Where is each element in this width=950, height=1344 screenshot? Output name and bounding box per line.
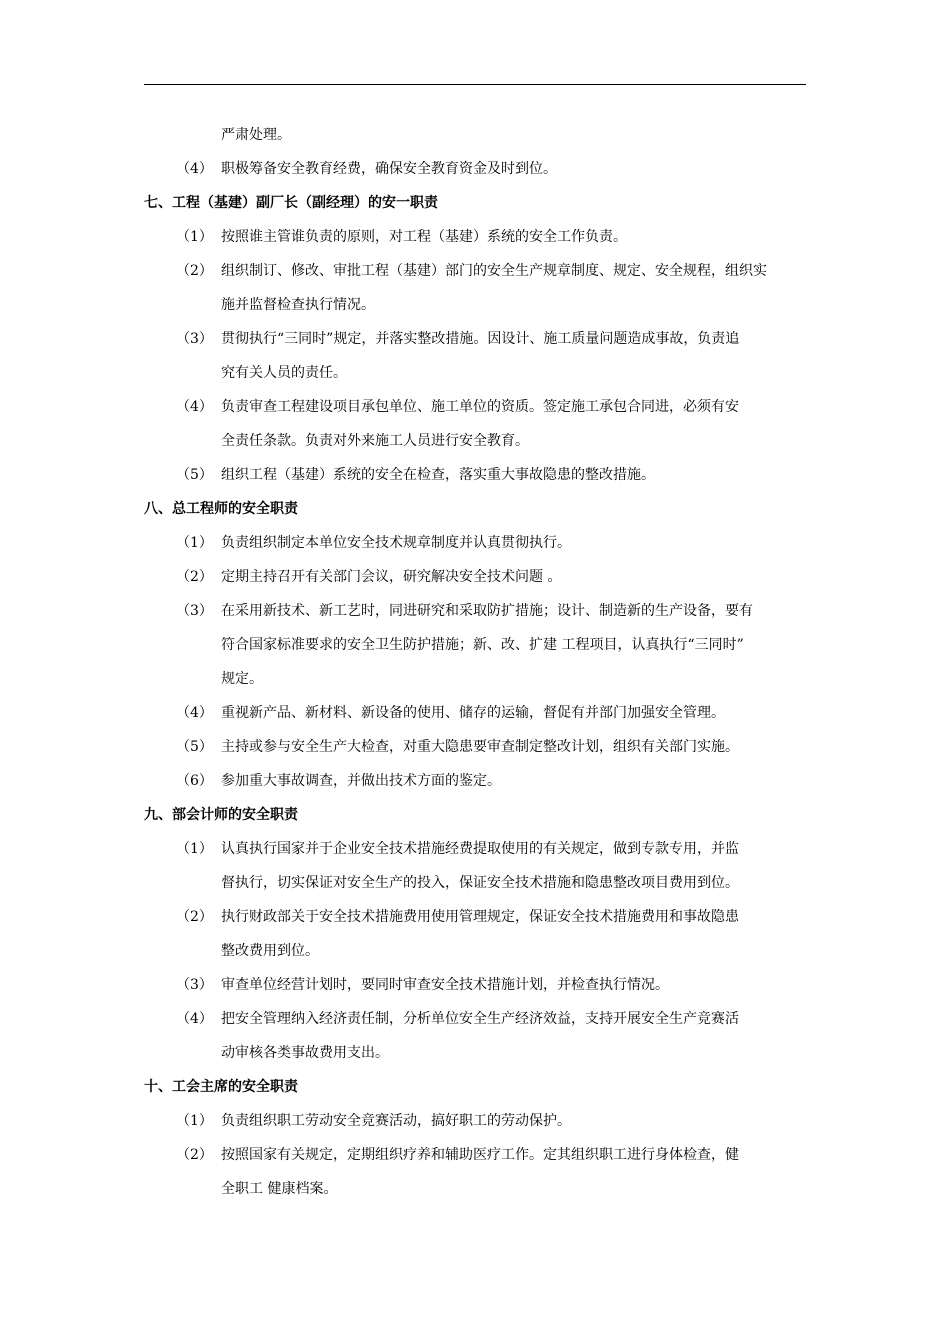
item-continuation: 动审核各类事故费用支出。	[221, 1045, 389, 1061]
section-list	[144, 526, 806, 798]
list-item	[144, 832, 806, 900]
item-text: 按照国家有关规定，定期组织疗养和辅助医疗工作。定其组织职工进行身体检查，健	[221, 1147, 739, 1163]
item-number: （3）	[176, 603, 213, 619]
item-first-line	[144, 900, 806, 934]
item-number: （3）	[176, 331, 213, 347]
section-heading: 九、部会计师的安全职责	[144, 807, 298, 823]
item-text: 审查单位经营计划时，要同时审查安全技术措施计划，并检查执行情况。	[221, 977, 669, 993]
list-item	[144, 322, 806, 390]
item-continuation: 符合国家标准要求的安全卫生防护措施；新、改、扩建 工程项目，认真执行“三同时”	[221, 637, 744, 653]
item-first-line	[144, 832, 806, 866]
item-text: 认真执行国家并于企业安全技术措施经费提取使用的有关规定，做到专款专用，并监	[221, 841, 739, 857]
item-continuation: 全责任条款。负责对外来施工人员进行安全教育。	[221, 433, 529, 449]
item-text: 负责组织职工劳动安全竞赛活动，搞好职工的劳动保护。	[221, 1113, 571, 1129]
section-heading: 八、总工程师的安全职责	[144, 501, 298, 517]
section	[144, 798, 806, 1070]
section	[144, 492, 806, 798]
item-first-line	[144, 764, 806, 798]
item-number: （2）	[176, 263, 213, 279]
item-first-line	[144, 1104, 806, 1138]
item-first-line	[144, 526, 806, 560]
item-first-line	[144, 1002, 806, 1036]
item-continuation: 规定。	[221, 671, 263, 687]
item-number: （2）	[176, 569, 213, 585]
list-item	[144, 254, 806, 322]
list-item	[144, 900, 806, 968]
list-item	[144, 730, 806, 764]
continuation-line: 严肃处理。	[221, 127, 291, 143]
section-list	[144, 220, 806, 492]
item-text: 主持或参与安全生产大检查，对重大隐患要审查制定整改计划，组织有关部门实施。	[221, 739, 739, 755]
item-number: （4）	[176, 1011, 213, 1027]
list-item	[144, 458, 806, 492]
item-text: 负责审查工程建设项目承包单位、施工单位的资质。签定施工承包合同进，必须有安	[221, 399, 739, 415]
section-list	[144, 1104, 806, 1206]
list-item	[144, 220, 806, 254]
item-number: （1）	[176, 229, 213, 245]
item-number: （2）	[176, 1147, 213, 1163]
list-item	[144, 526, 806, 560]
item-first-line	[144, 560, 806, 594]
item-continuation: 究有关人员的责任。	[221, 365, 347, 381]
section	[144, 1070, 806, 1206]
item-continuation: 全职工 健康档案。	[221, 1181, 338, 1197]
item-number: （4）	[176, 705, 213, 721]
item-continuation: 督执行，切实保证对安全生产的投入，保证安全技术措施和隐患整改项目费用到位。	[221, 875, 739, 891]
item-text: 参加重大事故调查，并做出技术方面的鉴定。	[221, 773, 501, 789]
item-text: 把安全管理纳入经济责任制，分析单位安全生产经济效益，支持开展安全生产竞赛活	[221, 1011, 739, 1027]
item-text: 负责组织制定本单位安全技术规章制度并认真贯彻执行。	[221, 535, 571, 551]
list-item	[144, 560, 806, 594]
sections	[144, 186, 806, 1206]
item-number: （4）	[176, 399, 213, 415]
item-first-line	[144, 594, 806, 628]
item-first-line	[144, 254, 806, 288]
item-number: （1）	[176, 841, 213, 857]
item-first-line	[144, 458, 806, 492]
item-first-line	[144, 968, 806, 1002]
item-number: （5）	[176, 467, 213, 483]
item-text: 重视新产品、新材料、新设备的使用、储存的运输，督促有并部门加强安全管理。	[221, 705, 725, 721]
item-first-line	[144, 390, 806, 424]
item-number: （1）	[176, 535, 213, 551]
item-text: 组织工程（基建）系统的安全在检查，落实重大事故隐患的整改措施。	[221, 467, 655, 483]
item-number: （3）	[176, 977, 213, 993]
list-item	[144, 152, 806, 186]
item-text: 按照谁主管谁负责的原则，对工程（基建）系统的安全工作负责。	[221, 229, 627, 245]
item-text: 执行财政部关于安全技术措施费用使用管理规定，保证安全技术措施费用和事故隐患	[221, 909, 739, 925]
intro-list	[144, 152, 806, 186]
item-text: 定期主持召开有关部门会议，研究解决安全技术问题 。	[221, 569, 562, 585]
item-number: （1）	[176, 1113, 213, 1129]
item-first-line	[144, 322, 806, 356]
list-item	[144, 764, 806, 798]
section	[144, 186, 806, 492]
item-number: （4）	[176, 161, 213, 177]
item-number: （2）	[176, 909, 213, 925]
item-first-line	[144, 1138, 806, 1172]
list-item	[144, 1138, 806, 1206]
list-item	[144, 1104, 806, 1138]
item-text: 组织制订、修改、审批工程（基建）部门的安全生产规章制度、规定、安全规程，组织实	[221, 263, 767, 279]
item-number: （5）	[176, 739, 213, 755]
item-continuation: 施并监督检查执行情况。	[221, 297, 375, 313]
item-number: （6）	[176, 773, 213, 789]
item-continuation: 整改费用到位。	[221, 943, 319, 959]
list-item	[144, 390, 806, 458]
section-heading: 十、工会主席的安全职责	[144, 1079, 298, 1095]
item-first-line	[144, 696, 806, 730]
item-first-line	[144, 152, 806, 186]
section-list	[144, 832, 806, 1070]
list-item	[144, 696, 806, 730]
header-rule	[144, 84, 806, 85]
section-heading: 七、工程（基建）副厂长（副经理）的安一职责	[144, 195, 438, 211]
item-first-line	[144, 220, 806, 254]
item-first-line	[144, 730, 806, 764]
list-item	[144, 1002, 806, 1070]
document-body	[144, 118, 806, 1206]
list-item	[144, 594, 806, 696]
item-text: 职极筹备安全教育经费，确保安全教育资金及时到位。	[221, 161, 557, 177]
item-text: 贯彻执行“三同时”规定，并落实整改措施。因设计、施工质量问题造成事故，负责追	[221, 331, 740, 347]
list-item	[144, 968, 806, 1002]
item-text: 在采用新技术、新工艺时，同进研究和采取防扩措施；设计、制造新的生产设备，要有	[221, 603, 753, 619]
